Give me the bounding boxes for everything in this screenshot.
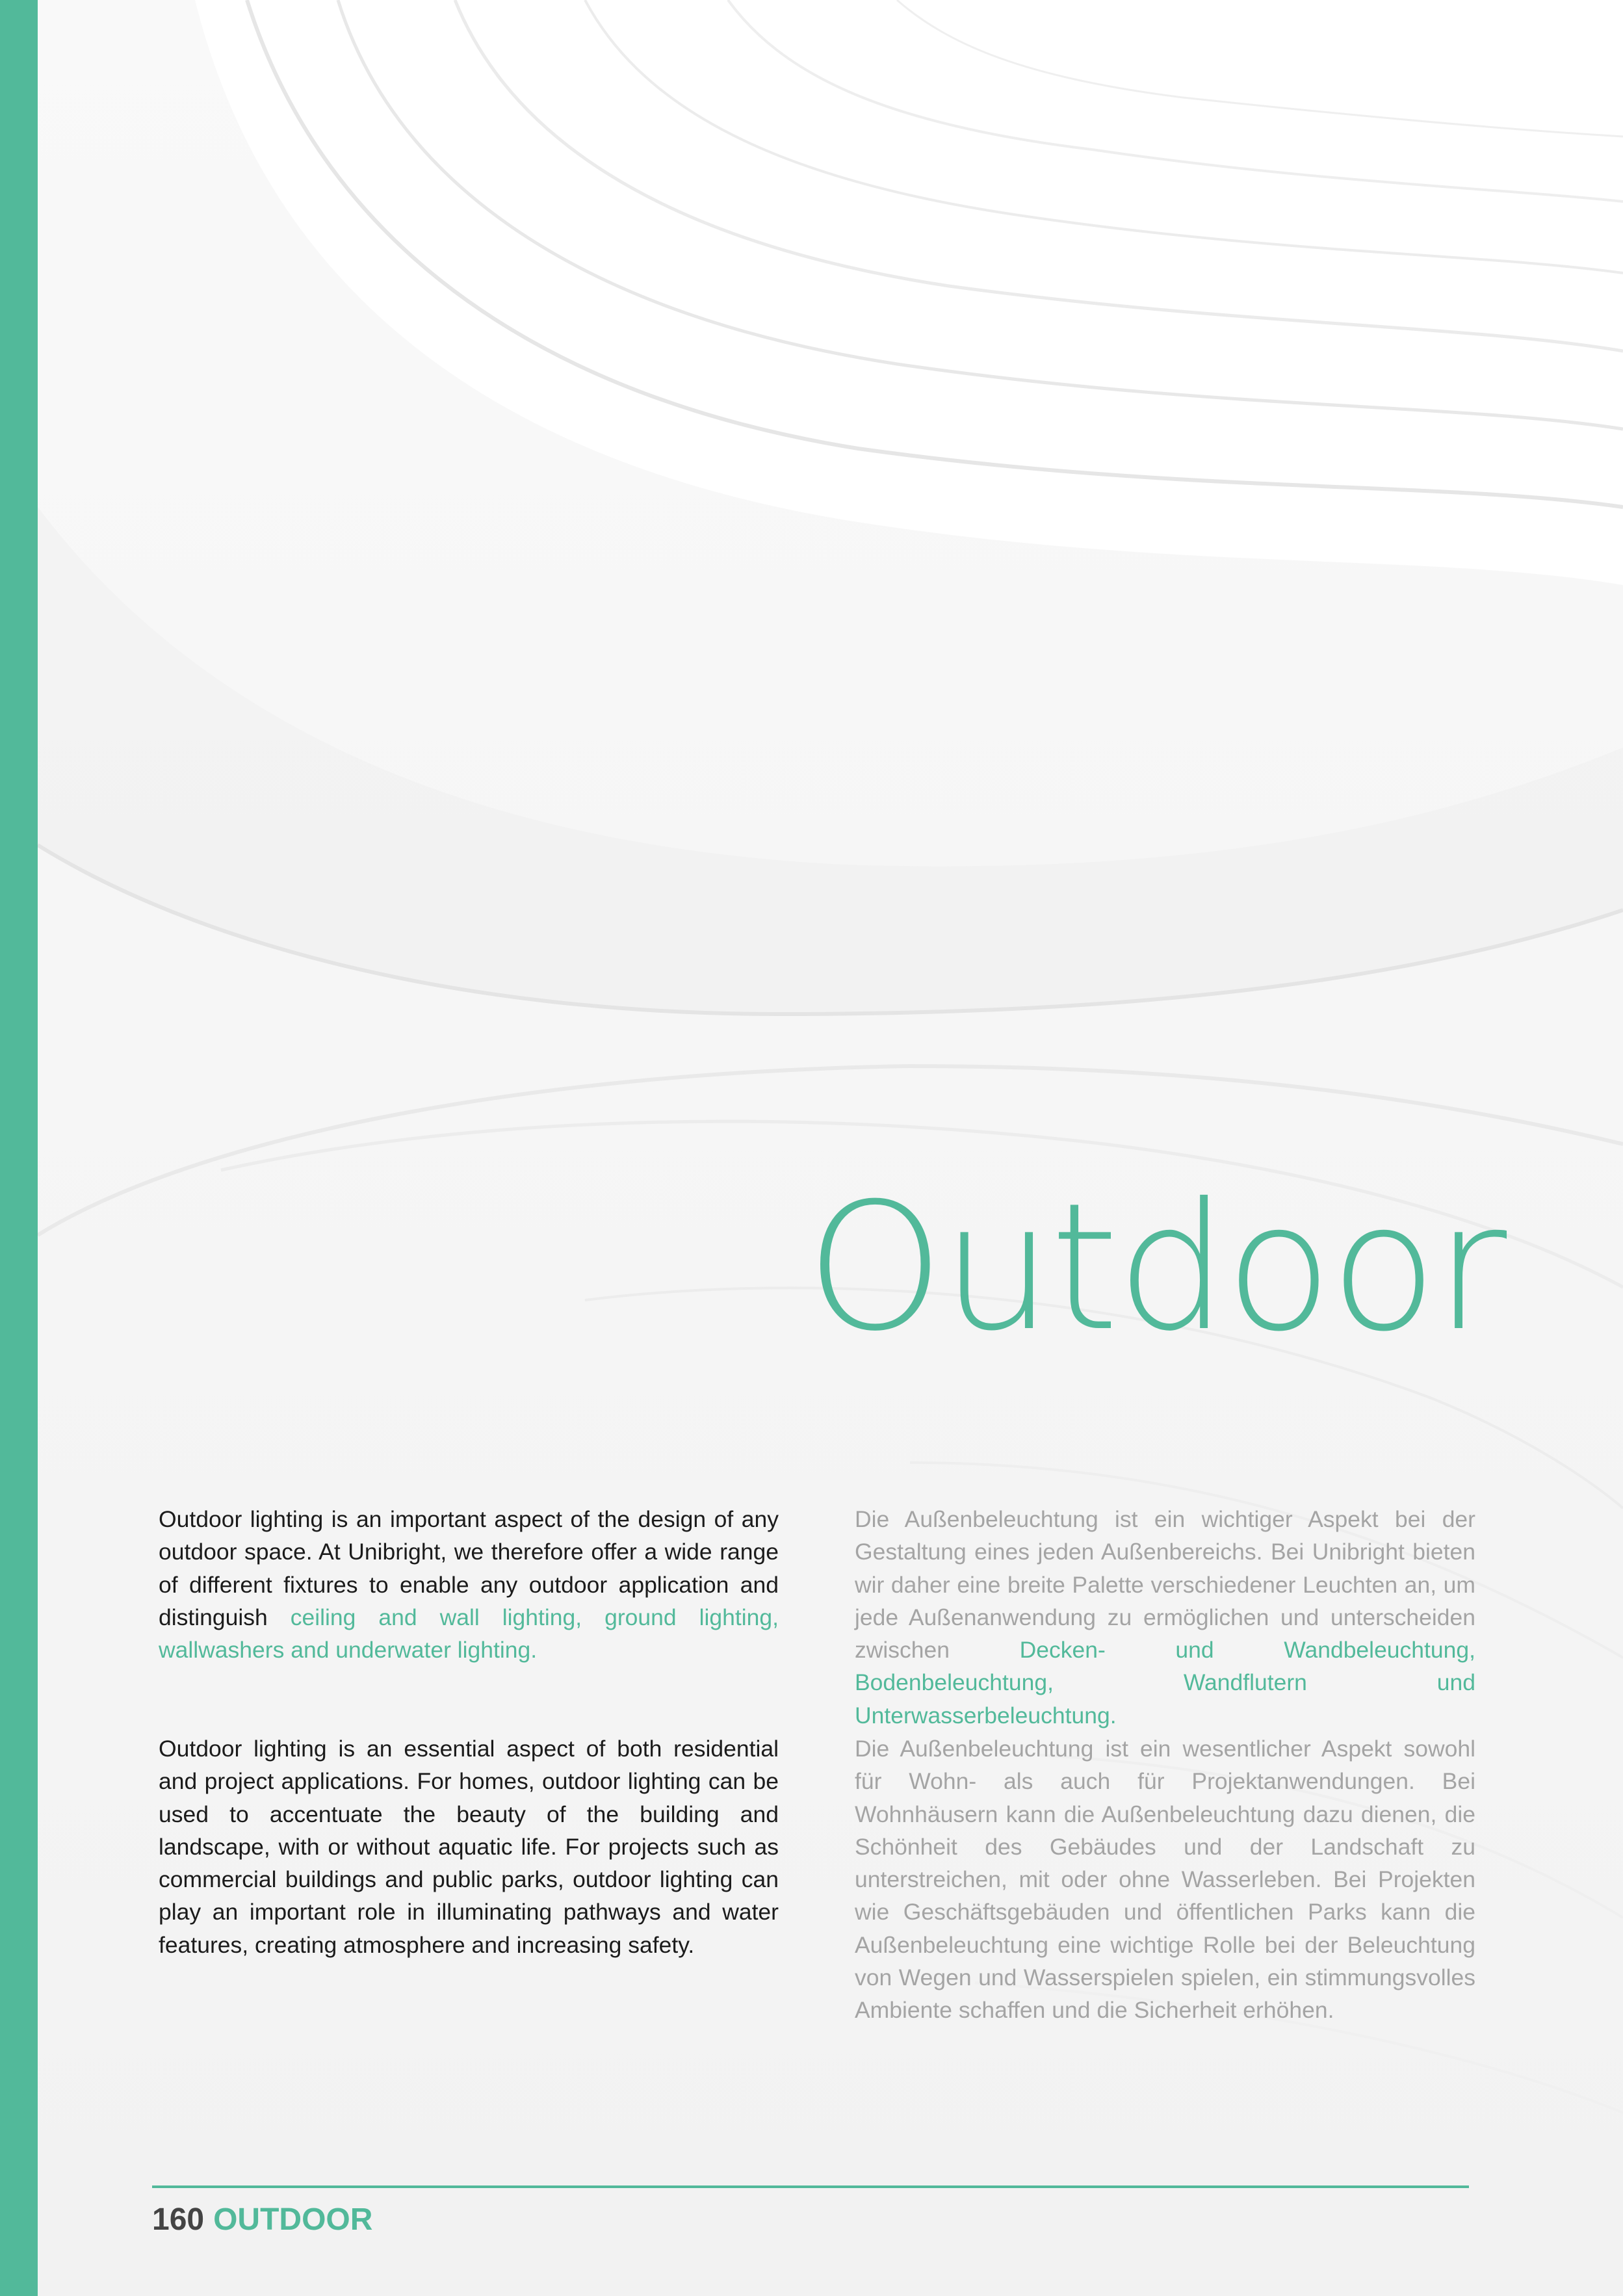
german-intro-highlight: Decken- und Wandbeleuchtung, Bodenbeleuchtung, Wandflutern und Unterwasserbeleuchtung. bbox=[855, 1637, 1475, 1729]
english-intro-highlight: ceiling and wall lighting, ground lighting, wallwashers and underwater lighting. bbox=[159, 1604, 779, 1663]
german-second-paragraph bbox=[855, 1732, 1475, 2027]
footer-divider bbox=[152, 2185, 1469, 2188]
english-second-text: Outdoor lighting is an essential aspect of both residential and project applications. For homes, outdoor lighting can be used to accentuate the beauty of the building and landscape, with or without aquatic life. For projects such as commercial buildings and public parks, outdoor lighting can play an important role in illuminating pathways and water features, creating atmosphere and increasing safety. bbox=[159, 1736, 779, 1958]
english-intro-text: Outdoor lighting is an important aspect of the design of any outdoor space. At Unibright, we therefore offer a wide range of different fixtures to enable any outdoor application and distinguish bbox=[159, 1506, 779, 1630]
english-intro-paragraph bbox=[159, 1503, 779, 1666]
page-footer bbox=[152, 2200, 372, 2239]
page-number: 160 bbox=[152, 2202, 205, 2237]
accent-sidebar bbox=[0, 0, 38, 2296]
german-intro-text: Die Außenbeleuchtung ist ein wichtiger Aspekt bei der Gestaltung eines jeden Außenbereichs. Bei Unibright bieten wir daher eine breite Palette verschiedener Leuchten an, um jede Außenanwendung zu ermöglichen und unterscheiden zwischen bbox=[855, 1506, 1475, 1663]
german-intro-paragraph bbox=[855, 1503, 1475, 1732]
english-second-paragraph bbox=[159, 1732, 779, 1961]
german-second-text: Die Außenbeleuchtung ist ein wesentlicher Aspekt sowohl für Wohn- als auch für Projektanwendungen. Bei Wohnhäusern kann die Außenbeleuchtung dazu dienen, die Schönheit des Gebäudes und der Landschaft zu unterstreichen, mit oder ohne Wasserleben. Bei Projekten wie Geschäftsgebäuden und öffentlichen Parks kann die Außenbeleuchtung eine wichtige Rolle bei der Beleuchtung von Wegen und Wasserspielen spielen, ein stimmungsvolles Ambiente schaffen und die Sicherheit erhöhen. bbox=[855, 1736, 1475, 2024]
footer-section-label: OUTDOOR bbox=[213, 2202, 373, 2237]
page-title: Outdoor bbox=[806, 1165, 1505, 1370]
